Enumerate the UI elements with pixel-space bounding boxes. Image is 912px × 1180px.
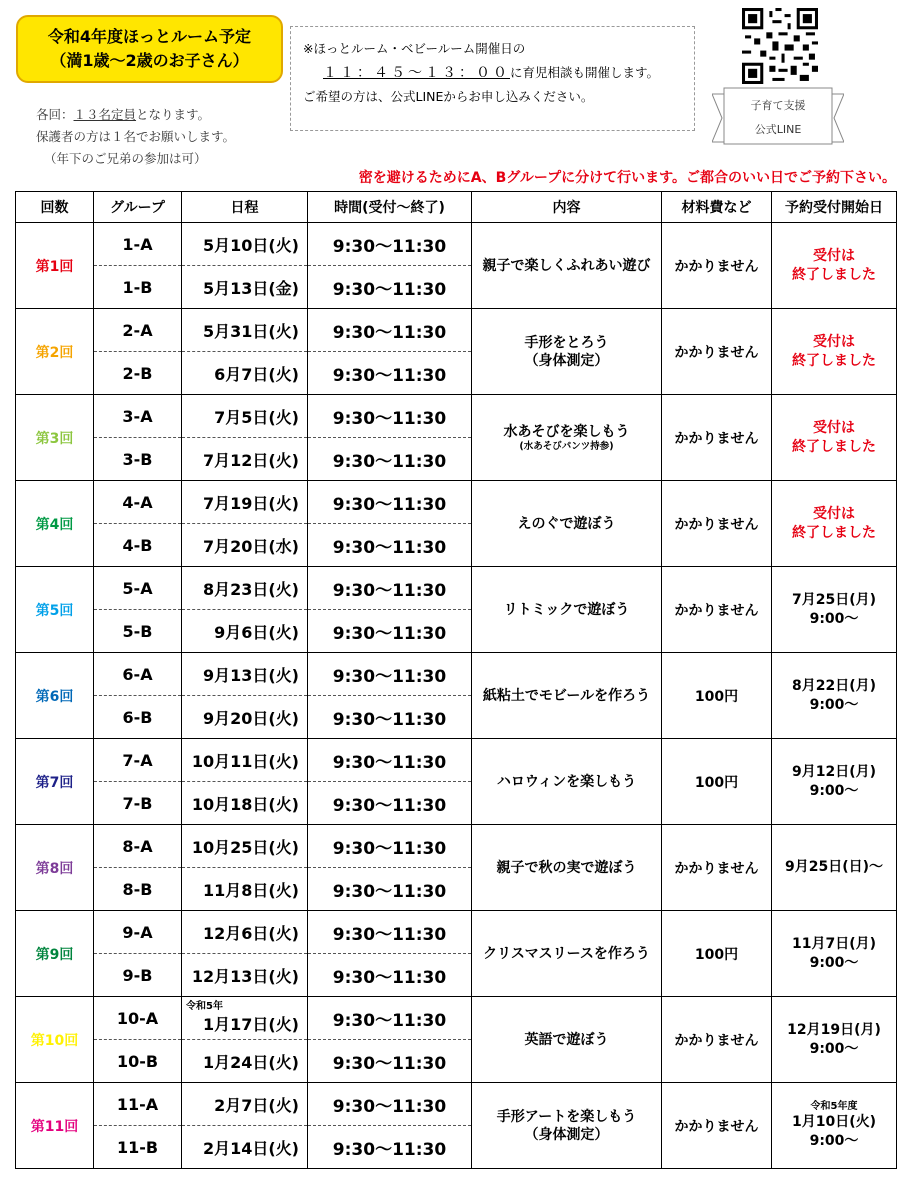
date-cell: 7月12日(火) [182, 438, 308, 481]
table-row [16, 997, 897, 1040]
reservation-text [772, 677, 896, 715]
content-cell [472, 567, 662, 653]
round-label: 第4回 [16, 481, 94, 567]
time-cell: 9:30～11:30 [308, 653, 472, 696]
group-notice: 密を避けるためにA、Bグループに分けて行います。ご都合のいい日でご予約下さい。 [358, 170, 896, 186]
content-sub: (水あそびパンツ持参) [519, 440, 614, 452]
content-sub: （身体測定） [524, 1126, 609, 1143]
reservation-line-2: 終了しました [792, 266, 876, 283]
reservation-line-2: 終了しました [792, 352, 876, 369]
group-cell: 9-B [94, 954, 182, 997]
time-cell: 9:30～11:30 [308, 1083, 472, 1126]
round-label: 第11回 [16, 1083, 94, 1169]
date-cell [182, 223, 308, 266]
time-cell: 9:30～11:30 [308, 395, 472, 438]
capacity-suffix: となります。 [136, 107, 211, 122]
time-cell: 9:30～11:30 [308, 266, 472, 309]
column-header: 回数 [16, 192, 94, 223]
reservation-line-1: 9月12日(月) [791, 763, 877, 780]
banner-line-2: 公式LINE [754, 123, 802, 136]
reservation-cell [772, 567, 897, 653]
date-value: 5月10日(火) [202, 235, 299, 255]
content-title: えのぐで遊ぼう [517, 515, 616, 532]
reservation-line-1: 12月19日(月) [787, 1021, 881, 1038]
group-cell: 11-B [94, 1126, 182, 1169]
fee-cell: かかりません [662, 481, 772, 567]
time-cell: 9:30～11:30 [308, 739, 472, 782]
fee-cell: かかりません [662, 825, 772, 911]
content-title: 紙粘土でモビールを作ろう [482, 687, 651, 704]
column-header: 予約受付開始日 [772, 192, 897, 223]
round-label: 第1回 [16, 223, 94, 309]
content-title: 手形をとろう [524, 334, 609, 351]
date-era: 令和5年 [186, 1001, 223, 1012]
title-line-2: （満1歳～2歳のお子さん） [50, 51, 249, 70]
capacity-notes [36, 104, 235, 170]
round-label: 第9回 [16, 911, 94, 997]
reservation-line-1: 受付は [813, 419, 855, 436]
group-cell: 6-A [94, 653, 182, 696]
date-cell [182, 911, 308, 954]
fee-cell: 100円 [662, 911, 772, 997]
date-cell [182, 739, 308, 782]
date-cell: 11月8日(火) [182, 868, 308, 911]
reservation-line-2: 9:00～ [809, 1040, 859, 1057]
fee-cell: かかりません [662, 395, 772, 481]
table-row [16, 309, 897, 352]
column-header: グループ [94, 192, 182, 223]
reservation-text [772, 1021, 896, 1059]
table-row [16, 481, 897, 524]
reservation-text [772, 591, 896, 629]
reservation-text [772, 935, 896, 973]
time-cell: 9:30～11:30 [308, 481, 472, 524]
time-cell: 9:30～11:30 [308, 997, 472, 1040]
reservation-text [772, 505, 896, 543]
reservation-line-1: 受付は [813, 333, 855, 350]
capacity-value: １３名定員 [73, 107, 137, 122]
group-cell: 3-B [94, 438, 182, 481]
date-value: 7月5日(火) [214, 407, 299, 427]
group-cell: 5-A [94, 567, 182, 610]
content-cell [472, 825, 662, 911]
group-cell: 2-A [94, 309, 182, 352]
column-header: 内容 [472, 192, 662, 223]
reservation-line-2: 終了しました [792, 524, 876, 541]
reservation-cell [772, 653, 897, 739]
fee-cell: かかりません [662, 309, 772, 395]
fee-cell: 100円 [662, 739, 772, 825]
reservation-line-1: 受付は [813, 247, 855, 264]
time-cell: 9:30～11:30 [308, 567, 472, 610]
reservation-text [772, 419, 896, 457]
group-cell: 8-B [94, 868, 182, 911]
fee-cell: かかりません [662, 1083, 772, 1169]
content-title: 水あそびを楽しもう [503, 423, 630, 440]
date-value: 10月11日(火) [191, 751, 299, 771]
content-cell [472, 1083, 662, 1169]
reservation-line-2: 9:00～ [809, 954, 859, 971]
content-cell [472, 309, 662, 395]
content-sub: （身体測定） [524, 352, 609, 369]
date-cell: 2月14日(火) [182, 1126, 308, 1169]
round-label: 第2回 [16, 309, 94, 395]
time-cell: 9:30～11:30 [308, 911, 472, 954]
time-cell: 9:30～11:30 [308, 696, 472, 739]
round-label: 第3回 [16, 395, 94, 481]
content-title: 手形アートを楽しもう [496, 1108, 637, 1125]
date-value: 7月19日(火) [202, 493, 299, 513]
group-cell: 7-B [94, 782, 182, 825]
column-header: 材料費など [662, 192, 772, 223]
date-cell [182, 395, 308, 438]
table-row [16, 825, 897, 868]
reservation-line-2: 9:00～ [809, 782, 859, 799]
reservation-text [772, 763, 896, 801]
round-label: 第5回 [16, 567, 94, 653]
table-row [16, 739, 897, 782]
content-title: 英語で遊ぼう [524, 1031, 609, 1048]
table-row [16, 1083, 897, 1126]
date-cell: 7月20日(水) [182, 524, 308, 567]
reservation-line-1: 受付は [813, 505, 855, 522]
consultation-time: １１：４５～１３：００ [323, 65, 510, 81]
reservation-text [772, 1101, 896, 1151]
content-cell [472, 481, 662, 567]
notice-line-1: ※ほっとルーム・ベビールーム開催日の [303, 41, 526, 56]
capacity-prefix: 各回： [36, 107, 74, 122]
reservation-line-1: 7月25日(月) [791, 591, 877, 608]
time-cell: 9:30～11:30 [308, 825, 472, 868]
reservation-line-1: 1月10日(火) [791, 1113, 877, 1130]
reservation-line-2: 9:00～ [809, 610, 859, 627]
fee-cell: かかりません [662, 997, 772, 1083]
table-row [16, 567, 897, 610]
time-cell: 9:30～11:30 [308, 868, 472, 911]
fee-cell: 100円 [662, 653, 772, 739]
content-cell [472, 911, 662, 997]
group-cell: 4-B [94, 524, 182, 567]
content-title: 親子で秋の実で遊ぼう [496, 859, 637, 876]
date-cell: 6月7日(火) [182, 352, 308, 395]
date-cell [182, 997, 308, 1040]
notice-line-3: ご希望の方は、公式LINEからお申し込みください。 [303, 89, 594, 104]
date-cell [182, 481, 308, 524]
table-row [16, 653, 897, 696]
content-cell [472, 653, 662, 739]
banner-line-1: 子育て支援 [750, 99, 806, 112]
group-cell: 2-B [94, 352, 182, 395]
date-cell [182, 1083, 308, 1126]
content-cell [472, 739, 662, 825]
reservation-text [772, 333, 896, 371]
round-label: 第10回 [16, 997, 94, 1083]
reservation-cell [772, 395, 897, 481]
date-value: 1月17日(火) [202, 1015, 299, 1034]
qr-code-icon[interactable] [742, 8, 818, 84]
notice-time-suffix: に育児相談も開催します。 [510, 65, 660, 80]
fee-cell: かかりません [662, 223, 772, 309]
reservation-line-2: 終了しました [792, 438, 876, 455]
group-cell: 1-A [94, 223, 182, 266]
date-cell [182, 653, 308, 696]
content-title: クリスマスリースを作ろう [483, 945, 650, 962]
reservation-line-2: 9:00～ [809, 696, 859, 713]
group-cell: 11-A [94, 1083, 182, 1126]
group-cell: 10-A [94, 997, 182, 1040]
column-header: 日程 [182, 192, 308, 223]
guardian-note: 保護者の方は１名でお願いします。 [36, 129, 236, 144]
reservation-line-1: 11月7日(月) [791, 935, 877, 952]
notice-time-line [303, 61, 694, 85]
line-banner[interactable] [712, 94, 844, 142]
table-row [16, 223, 897, 266]
date-value: 9月13日(火) [202, 665, 299, 685]
round-label: 第8回 [16, 825, 94, 911]
group-cell: 7-A [94, 739, 182, 782]
date-value: 10月25日(火) [191, 837, 299, 857]
sibling-note: （年下のご兄弟の参加は可） [44, 151, 207, 166]
date-cell: 5月13日(金) [182, 266, 308, 309]
schedule-table [15, 191, 897, 1169]
group-cell: 6-B [94, 696, 182, 739]
date-cell: 9月20日(火) [182, 696, 308, 739]
time-cell: 9:30～11:30 [308, 1040, 472, 1083]
consultation-notice [290, 26, 695, 131]
group-cell: 8-A [94, 825, 182, 868]
group-cell: 4-A [94, 481, 182, 524]
time-cell: 9:30～11:30 [308, 782, 472, 825]
time-cell: 9:30～11:30 [308, 610, 472, 653]
reservation-cell [772, 739, 897, 825]
date-cell [182, 567, 308, 610]
reservation-cell [772, 997, 897, 1083]
group-cell: 10-B [94, 1040, 182, 1083]
round-label: 第7回 [16, 739, 94, 825]
date-cell: 12月13日(火) [182, 954, 308, 997]
reservation-cell [772, 825, 897, 911]
reservation-text [772, 247, 896, 285]
time-cell: 9:30～11:30 [308, 438, 472, 481]
reservation-cell [772, 223, 897, 309]
reservation-cell [772, 309, 897, 395]
content-cell [472, 395, 662, 481]
reservation-cell [772, 911, 897, 997]
content-title: リトミックで遊ぼう [503, 601, 630, 618]
time-cell: 9:30～11:30 [308, 954, 472, 997]
reservation-line-1: 8月22日(月) [791, 677, 877, 694]
content-title: 親子で楽しくふれあい遊び [482, 257, 651, 274]
group-cell: 9-A [94, 911, 182, 954]
date-value: 2月7日(火) [214, 1095, 299, 1115]
group-cell: 1-B [94, 266, 182, 309]
date-value: 12月6日(火) [202, 923, 299, 943]
content-cell [472, 997, 662, 1083]
schedule-body [16, 223, 897, 1169]
time-cell: 9:30～11:30 [308, 309, 472, 352]
time-cell: 9:30～11:30 [308, 352, 472, 395]
reservation-line-1: 9月25日(日)～ [784, 859, 884, 875]
reservation-text [772, 858, 896, 877]
time-cell: 9:30～11:30 [308, 1126, 472, 1169]
fee-cell: かかりません [662, 567, 772, 653]
title-line-1: 令和4年度ほっとルーム予定 [47, 27, 252, 46]
group-cell: 5-B [94, 610, 182, 653]
date-value: 5月31日(火) [202, 321, 299, 341]
reservation-cell [772, 481, 897, 567]
reservation-cell [772, 1083, 897, 1169]
capacity-line [36, 104, 235, 126]
time-cell: 9:30～11:30 [308, 223, 472, 266]
table-header-row [16, 192, 897, 223]
group-cell: 3-A [94, 395, 182, 438]
date-cell: 1月24日(火) [182, 1040, 308, 1083]
content-cell [472, 223, 662, 309]
date-value: 8月23日(火) [202, 579, 299, 599]
date-cell: 10月18日(火) [182, 782, 308, 825]
date-cell: 9月6日(火) [182, 610, 308, 653]
reservation-era: 令和5年度 [810, 1100, 858, 1112]
column-header: 時間(受付～終了) [308, 192, 472, 223]
date-cell [182, 309, 308, 352]
content-title: ハロウィンを楽しもう [496, 773, 637, 790]
reservation-line-2: 9:00～ [809, 1132, 859, 1149]
round-label: 第6回 [16, 653, 94, 739]
table-row [16, 911, 897, 954]
date-cell [182, 825, 308, 868]
table-row [16, 395, 897, 438]
title-box [16, 15, 283, 83]
time-cell: 9:30～11:30 [308, 524, 472, 567]
